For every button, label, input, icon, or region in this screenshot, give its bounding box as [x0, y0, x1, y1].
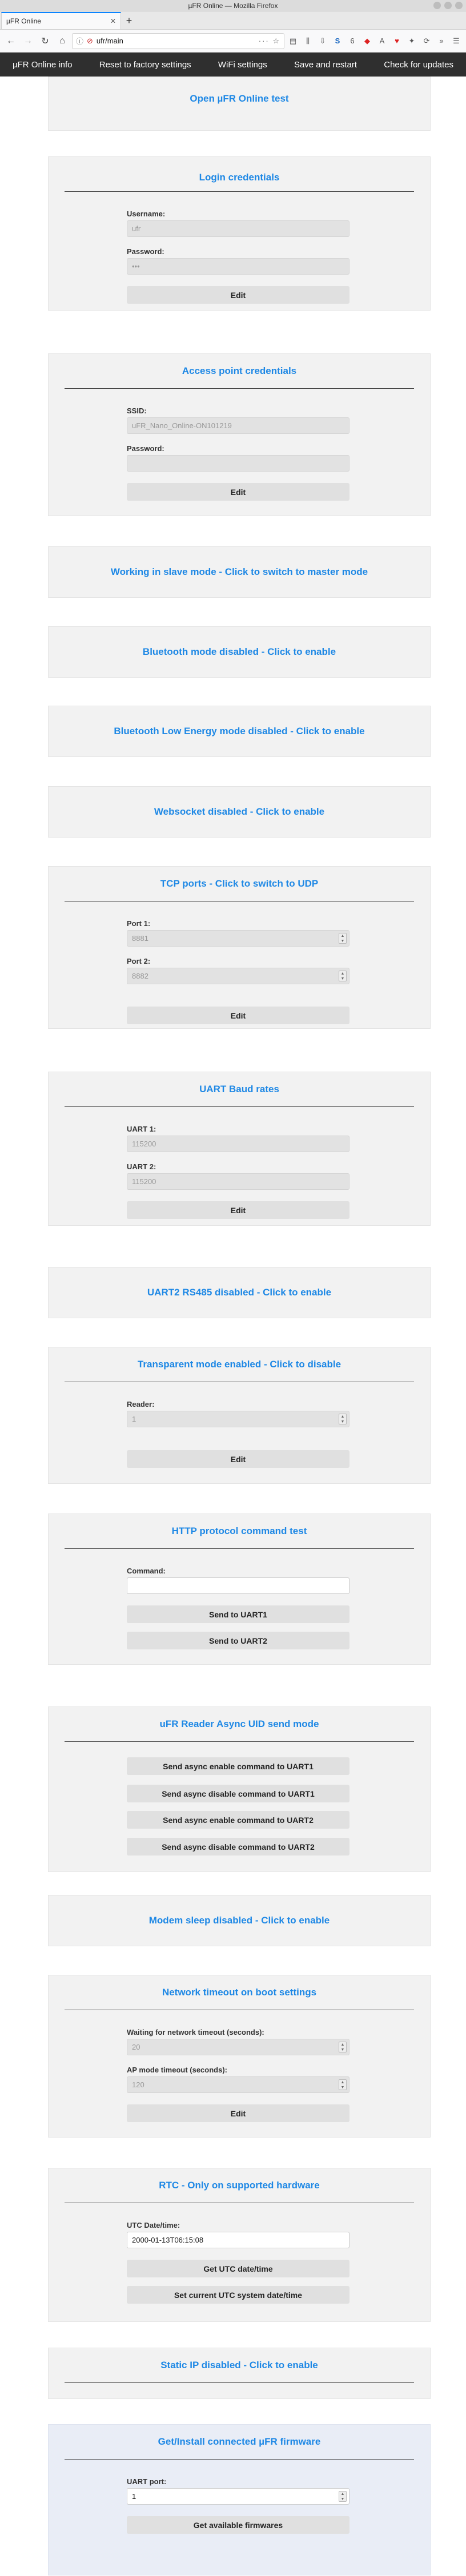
- page-actions-icon[interactable]: ··· ☆: [258, 36, 280, 45]
- card-ble: [48, 706, 431, 757]
- window-titlebar: [0, 0, 466, 11]
- get-utc-button[interactable]: Get UTC date/time: [127, 2260, 350, 2277]
- url-text[interactable]: ufr/main: [96, 37, 123, 45]
- websocket-toggle[interactable]: Websocket disabled - Click to enable: [154, 806, 325, 817]
- extension-badge-icon[interactable]: 6: [350, 37, 355, 45]
- divider: [65, 1548, 414, 1549]
- ap-password-input[interactable]: [127, 455, 350, 472]
- card-slave-mode: [48, 546, 431, 598]
- forward-icon[interactable]: →: [23, 35, 33, 46]
- menu-reset[interactable]: Reset to factory settings: [99, 59, 191, 70]
- uart-port-input[interactable]: 1 ▲ ▼: [127, 2488, 350, 2505]
- minimize-icon[interactable]: [433, 2, 441, 9]
- ssid-label: SSID:: [127, 406, 147, 415]
- send-uart1-button[interactable]: Send to UART1: [127, 1605, 350, 1623]
- async-uid-title: uFR Reader Async UID send mode: [159, 1718, 319, 1729]
- port1-label: Port 1:: [127, 919, 151, 928]
- set-utc-button[interactable]: Set current UTC system date/time: [127, 2286, 350, 2304]
- wait-timeout-input[interactable]: 20 ▲ ▼: [127, 2039, 350, 2055]
- spinner-icon[interactable]: ▲ ▼: [339, 2079, 347, 2090]
- port2-label: Port 2:: [127, 957, 151, 965]
- card-rtc: [48, 2168, 431, 2322]
- username-label: Username:: [127, 210, 166, 218]
- window-title: µFR Online — Mozilla Firefox: [188, 2, 278, 10]
- online-test-link[interactable]: Open µFR Online test: [190, 93, 289, 104]
- spinner-icon[interactable]: ▲ ▼: [339, 2491, 347, 2502]
- uart1-input[interactable]: 115200: [127, 1136, 350, 1152]
- divider: [65, 1741, 414, 1742]
- port2-input[interactable]: 8882 ▲ ▼: [127, 968, 350, 984]
- download-icon[interactable]: ⇩: [319, 36, 326, 45]
- get-firmwares-button[interactable]: Get available firmwares: [127, 2516, 350, 2534]
- firmware-title: Get/Install connected µFR firmware: [158, 2436, 321, 2447]
- card-rs485: [48, 1267, 431, 1318]
- async-disable-uart1-button[interactable]: Send async disable command to UART1: [127, 1785, 350, 1802]
- divider: [65, 1106, 414, 1107]
- async-enable-uart2-button[interactable]: Send async enable command to UART2: [127, 1811, 350, 1829]
- maximize-icon[interactable]: [444, 2, 452, 9]
- spinner-icon[interactable]: ▲ ▼: [339, 933, 347, 944]
- uart-baud-title: UART Baud rates: [199, 1084, 279, 1094]
- port1-input[interactable]: 8881 ▲ ▼: [127, 930, 350, 947]
- library-icon[interactable]: ⫼: [306, 36, 310, 45]
- transparent-toggle[interactable]: Transparent mode enabled - Click to disable: [137, 1359, 342, 1370]
- ap-edit-button[interactable]: Edit: [127, 483, 350, 501]
- reader-input[interactable]: 1 ▲ ▼: [127, 1411, 350, 1427]
- sync-icon[interactable]: ⟳: [423, 36, 430, 45]
- ap-title: Access point credentials: [182, 365, 297, 376]
- password-label: Password:: [127, 247, 164, 256]
- window-controls: [433, 2, 463, 9]
- site-info-icon[interactable]: ⓘ: [76, 37, 84, 46]
- reader-view-icon[interactable]: ▤: [289, 36, 297, 45]
- uart2-label: UART 2:: [127, 1162, 156, 1171]
- divider: [65, 2459, 414, 2460]
- rtc-title: RTC - Only on supported hardware: [159, 2180, 320, 2191]
- spinner-icon[interactable]: ▲ ▼: [339, 2042, 347, 2052]
- login-edit-button[interactable]: Edit: [127, 286, 350, 304]
- card-static-ip: [48, 2348, 431, 2399]
- top-menu: [0, 53, 466, 77]
- insecure-icon: ⊘: [87, 36, 93, 45]
- uart2-input[interactable]: 115200: [127, 1173, 350, 1190]
- home-icon[interactable]: ⌂: [59, 35, 65, 46]
- shield-icon[interactable]: ◆: [364, 36, 370, 45]
- browser-tab[interactable]: [1, 12, 121, 29]
- divider: [65, 2382, 414, 2383]
- menu-check-updates[interactable]: Check for updates: [384, 59, 453, 70]
- ap-timeout-label: AP mode timeout (seconds):: [127, 2066, 228, 2074]
- uart-port-label: UART port:: [127, 2477, 167, 2486]
- ap-timeout-input[interactable]: 120 ▲ ▼: [127, 2076, 350, 2093]
- card-network-timeout: [48, 1975, 431, 2138]
- divider: [65, 388, 414, 389]
- pocket-icon[interactable]: ♥: [395, 37, 399, 45]
- more-tools-icon[interactable]: »: [439, 37, 444, 45]
- async-enable-uart1-button[interactable]: Send async enable command to UART1: [127, 1757, 350, 1775]
- network-timeout-title: Network timeout on boot settings: [162, 1987, 317, 1998]
- async-disable-uart2-button[interactable]: Send async disable command to UART2: [127, 1838, 350, 1855]
- card-access-point: [48, 353, 431, 516]
- timeout-edit-button[interactable]: Edit: [127, 2104, 350, 2122]
- card-firmware: [48, 2424, 431, 2575]
- translate-icon[interactable]: A: [379, 37, 385, 45]
- command-input[interactable]: [127, 1577, 350, 1594]
- card-login: [48, 156, 431, 311]
- username-input[interactable]: ufr: [127, 220, 350, 237]
- http-test-title: HTTP protocol command test: [171, 1526, 307, 1536]
- command-label: Command:: [127, 1567, 166, 1575]
- send-uart2-button[interactable]: Send to UART2: [127, 1632, 350, 1649]
- url-bar[interactable]: [72, 33, 284, 49]
- rs485-toggle[interactable]: UART2 RS485 disabled - Click to enable: [147, 1287, 332, 1298]
- static-ip-toggle[interactable]: Static IP disabled - Click to enable: [160, 2360, 318, 2370]
- new-tab-icon[interactable]: +: [126, 14, 132, 26]
- utc-input[interactable]: 2000-01-13T06:15:08: [127, 2232, 350, 2248]
- uart1-label: UART 1:: [127, 1125, 156, 1133]
- card-async-uid: [48, 1706, 431, 1872]
- utc-label: UTC Date/time:: [127, 2221, 180, 2229]
- close-window-icon[interactable]: [455, 2, 463, 9]
- reader-label: Reader:: [127, 1400, 155, 1408]
- navigation-bar: [0, 30, 466, 53]
- slave-mode-toggle[interactable]: Working in slave mode - Click to switch to master mode: [110, 566, 368, 577]
- uart-edit-button[interactable]: Edit: [127, 1201, 350, 1219]
- hamburger-menu-icon[interactable]: ☰: [453, 36, 460, 45]
- spinner-icon[interactable]: ▲ ▼: [339, 971, 347, 981]
- puzzle-icon[interactable]: ✦: [408, 36, 415, 45]
- menu-save-restart[interactable]: Save and restart: [294, 59, 357, 70]
- transparent-edit-button[interactable]: Edit: [127, 1450, 350, 1468]
- close-tab-icon[interactable]: ✕: [110, 17, 116, 25]
- card-uart-baud: [48, 1072, 431, 1226]
- tcp-edit-button[interactable]: Edit: [127, 1007, 350, 1024]
- tab-strip: [0, 11, 466, 30]
- spinner-icon[interactable]: ▲ ▼: [339, 1414, 347, 1424]
- modem-sleep-toggle[interactable]: Modem sleep disabled - Click to enable: [148, 1915, 330, 1926]
- card-online-test: [48, 77, 431, 131]
- ssid-input[interactable]: uFR_Nano_Online-ON101219: [127, 417, 350, 434]
- ap-password-label: Password:: [127, 444, 164, 453]
- s-extension-icon[interactable]: S: [335, 37, 340, 45]
- card-websocket: [48, 786, 431, 838]
- card-http-test: [48, 1514, 431, 1665]
- wait-timeout-label: Waiting for network timeout (seconds):: [127, 2028, 264, 2036]
- tcp-udp-toggle[interactable]: TCP ports - Click to switch to UDP: [160, 878, 319, 889]
- card-transparent: [48, 1347, 431, 1484]
- divider: [65, 191, 414, 192]
- card-tcp: [48, 866, 431, 1029]
- card-modem-sleep: [48, 1895, 431, 1946]
- menu-info[interactable]: µFR Online info: [13, 59, 73, 70]
- card-bluetooth: [48, 626, 431, 678]
- login-title: Login credentials: [199, 172, 280, 183]
- password-input[interactable]: •••: [127, 258, 350, 275]
- back-icon[interactable]: ←: [6, 35, 15, 46]
- ble-toggle[interactable]: Bluetooth Low Energy mode disabled - Click to enable: [114, 726, 365, 736]
- browser-tab-title: µFR Online: [6, 17, 41, 25]
- reload-icon[interactable]: ↻: [41, 36, 49, 46]
- bluetooth-toggle[interactable]: Bluetooth mode disabled - Click to enable: [142, 646, 336, 657]
- menu-wifi[interactable]: WiFi settings: [218, 59, 267, 70]
